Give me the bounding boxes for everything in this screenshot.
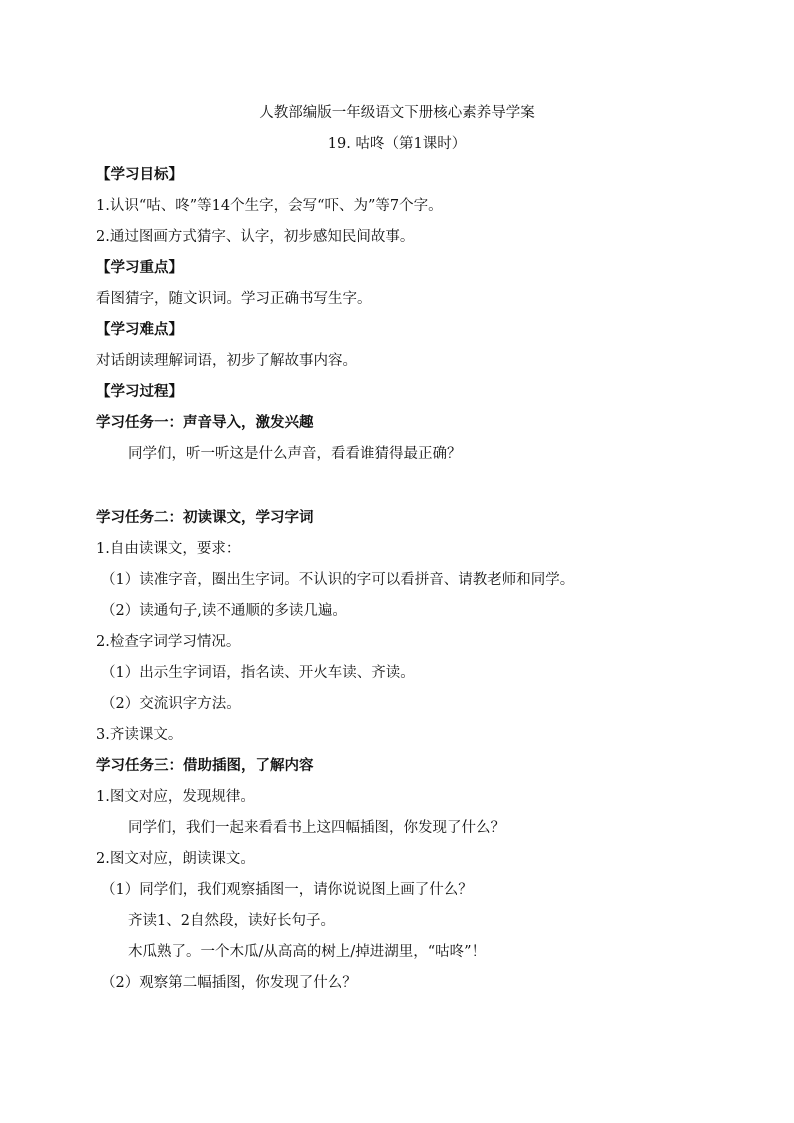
section-heading-difficulties: 【学习难点】: [96, 321, 183, 338]
section-heading-process: 【学习过程】: [96, 383, 183, 400]
text-line: 齐读1、2自然段，读好长句子。: [128, 913, 335, 929]
text-line: 2.检查字词学习情况。: [96, 634, 241, 650]
document-title: 人教部编版一年级语文下册核心素养导学案: [259, 105, 535, 121]
text-line: 1.图文对应，发现规律。: [96, 789, 255, 805]
text-line: （1）同学们，我们观察插图一，请你说说图上画了什么？: [101, 882, 473, 898]
task-heading-2: 学习任务二：初读课文，学习字词: [96, 509, 314, 526]
text-line: 2.图文对应，朗读课文。: [96, 851, 255, 867]
text-line: （1）读准字音，圈出生字词。不认识的字可以看拼音、请教老师和同学。: [101, 572, 575, 588]
text-line: 2.通过图画方式猜字、认字，初步感知民间故事。: [96, 229, 415, 245]
text-line: 1.认识“咕、咚”等14个生字，会写“吓、为”等7个字。: [96, 198, 443, 214]
text-line: 同学们，听一听这是什么声音，看看谁猜得最正确？: [128, 446, 462, 462]
task-heading-1: 学习任务一：声音导入，激发兴趣: [96, 414, 314, 431]
text-line: （2）读通句子,读不通顺的多读几遍。: [101, 603, 347, 619]
text-line: 3.齐读课文。: [96, 727, 183, 743]
text-line: 1.自由读课文，要求：: [96, 541, 241, 557]
lesson-subtitle: 19. 咕咚（第1课时）: [327, 136, 467, 152]
text-line: 看图猜字，随文识词。学习正确书写生字。: [96, 291, 372, 307]
text-line: （2）交流识字方法。: [101, 696, 241, 712]
text-line: 对话朗读理解词语，初步了解故事内容。: [96, 353, 357, 369]
section-heading-key-points: 【学习重点】: [96, 259, 183, 276]
task-heading-3: 学习任务三：借助插图，了解内容: [96, 757, 314, 774]
text-line: （2）观察第二幅插图，你发现了什么？: [101, 975, 357, 991]
text-line: 同学们，我们一起来看看书上这四幅插图，你发现了什么？: [128, 820, 505, 836]
text-line: （1）出示生字词语，指名读、开火车读、齐读。: [101, 665, 415, 681]
section-heading-objectives: 【学习目标】: [96, 166, 183, 183]
text-line: 木瓜熟了。一个木瓜/从高高的树上/掉进湖里，“咕咚”！: [128, 944, 487, 960]
